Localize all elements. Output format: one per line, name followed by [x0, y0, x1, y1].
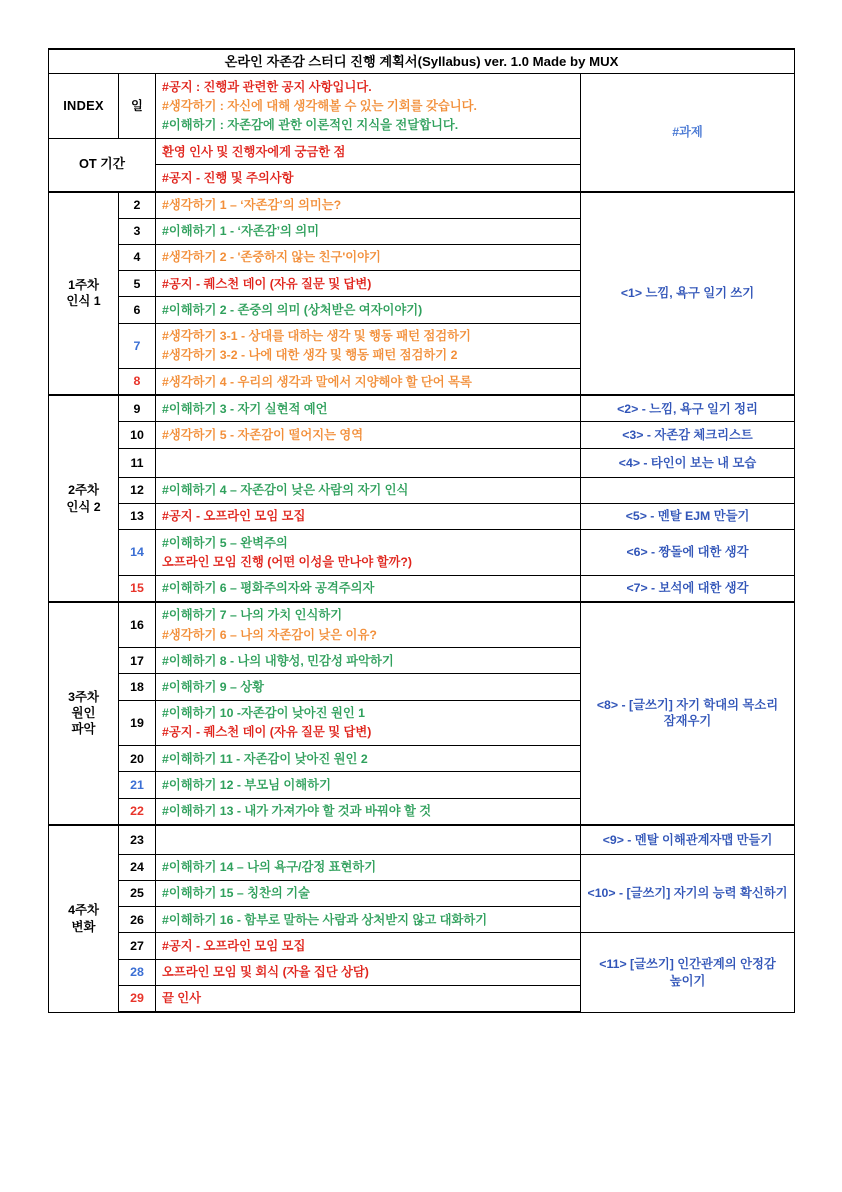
- assignment-cell: <10> - [글쓰기] 자기의 능력 확신하기: [581, 854, 795, 933]
- document-title: 온라인 자존감 스터디 진행 계획서(Syllabus) ver. 1.0 Made by MUX: [49, 49, 795, 74]
- assignment-cell: <8> - [글쓰기] 자기 학대의 목소리 잠재우기: [581, 602, 795, 825]
- session-row: [49, 933, 795, 959]
- assignment-cell: <5> - 멘탈 EJM 만들기: [581, 503, 795, 529]
- session-content-line: #이해하기 8 - 나의 내향성, 민감성 파악하기: [162, 653, 394, 668]
- session-content-line: #생각하기 4 - 우리의 생각과 말에서 지양해야 할 단어 목록: [162, 374, 472, 389]
- syllabus-table: [48, 48, 795, 1013]
- session-content-line: #공지 : 진행과 관련한 공지 사항입니다.: [162, 79, 372, 94]
- day-number-cell: 13: [119, 503, 156, 529]
- week-label-cell: [49, 395, 119, 602]
- session-content-line: #이해하기 4 – 자존감이 낮은 사람의 자기 인식: [162, 483, 409, 498]
- session-content-cell: [156, 395, 581, 422]
- session-content-cell: [156, 602, 581, 648]
- session-content-cell: [156, 477, 581, 503]
- assignment-cell: <2> - 느낌, 욕구 일기 정리: [581, 395, 795, 422]
- week-label-cell: [49, 825, 119, 1012]
- session-content-line: #이해하기 6 – 평화주의자와 공격주의자: [162, 581, 375, 596]
- week-label-line: 2주차: [68, 483, 99, 498]
- session-content-cell: [156, 854, 581, 880]
- week-label-line: 1주차: [68, 278, 99, 293]
- session-content-line: #이해하기 12 - 부모님 이해하기: [162, 777, 331, 792]
- session-content-line: #이해하기 16 - 함부로 말하는 사람과 상처받지 않고 대화하기: [162, 912, 488, 927]
- day-column-label: 일: [119, 74, 156, 139]
- session-content-line: #생각하기 1 – ‘자존감’의 의미는?: [162, 198, 342, 213]
- day-number-cell: 15: [119, 575, 156, 602]
- day-number-cell: 28: [119, 959, 156, 985]
- assignment-column-label: #과제: [581, 74, 795, 192]
- day-number-cell: 8: [119, 369, 156, 396]
- session-content-line: 끝 인사: [162, 991, 202, 1006]
- day-number-cell: 16: [119, 602, 156, 648]
- session-content-cell: [156, 369, 581, 396]
- day-number-cell: 27: [119, 933, 156, 959]
- session-row: [49, 192, 795, 219]
- session-content-line: 오프라인 모임 및 회식 (자율 집단 상담): [162, 965, 369, 980]
- session-content-cell: [156, 503, 581, 529]
- assignment-cell: <3> - 자존감 체크리스트: [581, 422, 795, 448]
- day-number-cell: 11: [119, 448, 156, 477]
- day-number-cell: 12: [119, 477, 156, 503]
- session-content-line: #이해하기 15 – 칭찬의 기술: [162, 886, 310, 901]
- session-content-line: #생각하기 6 – 나의 자존감이 낮은 이유?: [162, 627, 377, 642]
- session-content-cell: [156, 700, 581, 745]
- session-content-line: #이해하기 2 - 존중의 의미 (상처받은 여자이야기): [162, 302, 423, 317]
- day-number-cell: 18: [119, 674, 156, 700]
- session-content-cell: [156, 959, 581, 985]
- session-row: [49, 503, 795, 529]
- session-content-cell: [156, 798, 581, 825]
- day-number-cell: 5: [119, 271, 156, 297]
- session-content-line: #이해하기 11 - 자존감이 낮아진 원인 2: [162, 751, 368, 766]
- week-label-line: 3주차: [68, 689, 99, 704]
- session-content-cell: [156, 192, 581, 219]
- session-row: [49, 422, 795, 448]
- assignment-cell: [581, 477, 795, 503]
- assignment-cell: <9> - 멘탈 이해관계자맵 만들기: [581, 825, 795, 855]
- session-content-cell: [156, 575, 581, 602]
- session-row: [49, 602, 795, 648]
- session-content-line: #이해하기 13 - 내가 가져가야 할 것과 바꿔야 할 것: [162, 804, 432, 819]
- session-content-line: #이해하기 9 – 상황: [162, 679, 265, 694]
- day-number-cell: 26: [119, 907, 156, 933]
- session-row: [49, 448, 795, 477]
- week-label-cell: [49, 602, 119, 825]
- session-content-line: 오프라인 모임 진행 (어떤 이성을 만나야 할까?): [162, 554, 413, 569]
- day-number-cell: 4: [119, 244, 156, 270]
- session-row: [49, 477, 795, 503]
- session-content-line: 환영 인사 및 진행자에게 궁금한 점: [162, 144, 346, 159]
- index-label: INDEX: [49, 74, 119, 139]
- session-content-cell: [156, 746, 581, 772]
- day-number-cell: 17: [119, 648, 156, 674]
- session-content-line: #공지 - 오프라인 모임 모집: [162, 938, 306, 953]
- day-number-cell: 29: [119, 985, 156, 1012]
- day-number-cell: 10: [119, 422, 156, 448]
- session-content-cell: [156, 244, 581, 270]
- session-content-cell: [156, 139, 581, 165]
- legend-row: [49, 74, 795, 139]
- session-content-cell: [156, 297, 581, 323]
- day-number-cell: 3: [119, 218, 156, 244]
- session-content-line: #생각하기 3-1 - 상대를 대하는 생각 및 행동 패턴 점검하기: [162, 329, 471, 344]
- session-content-line: #이해하기 5 – 완벽주의: [162, 535, 288, 550]
- day-number-cell: 14: [119, 530, 156, 575]
- week-label-line: 4주차: [68, 903, 99, 918]
- day-number-cell: 21: [119, 772, 156, 798]
- session-row: [49, 395, 795, 422]
- session-content-cell: [156, 772, 581, 798]
- session-content-cell: [156, 674, 581, 700]
- assignment-cell: <1> 느낌, 욕구 일기 쓰기: [581, 192, 795, 396]
- session-content-cell: [156, 422, 581, 448]
- session-content-line: #이해하기 7 – 나의 가치 인식하기: [162, 608, 343, 623]
- session-content-cell: [156, 985, 581, 1012]
- title-row: [49, 49, 795, 74]
- session-content-cell: [156, 165, 581, 192]
- session-content-cell: [156, 323, 581, 368]
- session-content-line: #이해하기 14 – 나의 욕구/감정 표현하기: [162, 860, 377, 875]
- session-content-line: #이해하기 1 - ‘자존감’의 의미: [162, 224, 320, 239]
- day-number-cell: 9: [119, 395, 156, 422]
- week-label-line: 인식 2: [66, 499, 101, 514]
- day-number-cell: 20: [119, 746, 156, 772]
- session-content-cell: [156, 530, 581, 575]
- session-content-line: #공지 - 진행 및 주의사항: [162, 170, 294, 185]
- day-number-cell: 6: [119, 297, 156, 323]
- session-content-cell: [156, 933, 581, 959]
- week-label-cell: [49, 192, 119, 396]
- day-number-cell: 25: [119, 880, 156, 906]
- ot-period-label: OT 기간: [49, 139, 156, 192]
- session-content-line: #이해하기 3 - 자기 실현적 예언: [162, 401, 328, 416]
- day-number-cell: 7: [119, 323, 156, 368]
- session-row: [49, 575, 795, 602]
- session-content-cell: [156, 825, 581, 855]
- session-content-line: #생각하기 2 - '존중하지 않는 친구'이야기: [162, 250, 381, 265]
- session-content-cell: [156, 648, 581, 674]
- session-content-line: #생각하기 3-2 - 나에 대한 생각 및 행동 패턴 점검하기 2: [162, 348, 458, 363]
- session-content-line: #이해하기 10 -자존감이 낮아진 원인 1: [162, 706, 365, 721]
- session-row: [49, 530, 795, 575]
- session-content-cell: [156, 907, 581, 933]
- assignment-cell: <7> - 보석에 대한 생각: [581, 575, 795, 602]
- session-content-line: #공지 - 오프라인 모임 모집: [162, 509, 306, 524]
- assignment-cell: <4> - 타인이 보는 내 모습: [581, 448, 795, 477]
- day-number-cell: 24: [119, 854, 156, 880]
- week-label-line: 원인: [71, 706, 96, 721]
- session-content-cell: [156, 880, 581, 906]
- session-content-line: #공지 - 퀘스천 데이 (자유 질문 및 답변): [162, 725, 372, 740]
- week-label-line: 변화: [71, 919, 96, 934]
- week-label-line: 인식 1: [66, 294, 101, 309]
- session-content-line: #생각하기 : 자신에 대해 생각해볼 수 있는 기회를 갖습니다.: [162, 99, 477, 114]
- session-row: [49, 825, 795, 855]
- week-label-line: 파악: [71, 722, 96, 737]
- session-content-cell: [156, 271, 581, 297]
- session-content-cell: [156, 218, 581, 244]
- session-content-cell: [156, 74, 581, 139]
- session-content-line: #이해하기 : 자존감에 관한 이론적인 지식을 전달합니다.: [162, 118, 459, 133]
- session-row: [49, 854, 795, 880]
- session-content-line: #공지 - 퀘스천 데이 (자유 질문 및 답변): [162, 276, 372, 291]
- assignment-cell: <11> [글쓰기] 인간관계의 안정감 높이기: [581, 933, 795, 1012]
- day-number-cell: 22: [119, 798, 156, 825]
- day-number-cell: 23: [119, 825, 156, 855]
- assignment-cell: <6> - 짱돌에 대한 생각: [581, 530, 795, 575]
- session-content-line: #생각하기 5 - 자존감이 떨어지는 영역: [162, 427, 364, 442]
- session-content-cell: [156, 448, 581, 477]
- day-number-cell: 19: [119, 700, 156, 745]
- day-number-cell: 2: [119, 192, 156, 219]
